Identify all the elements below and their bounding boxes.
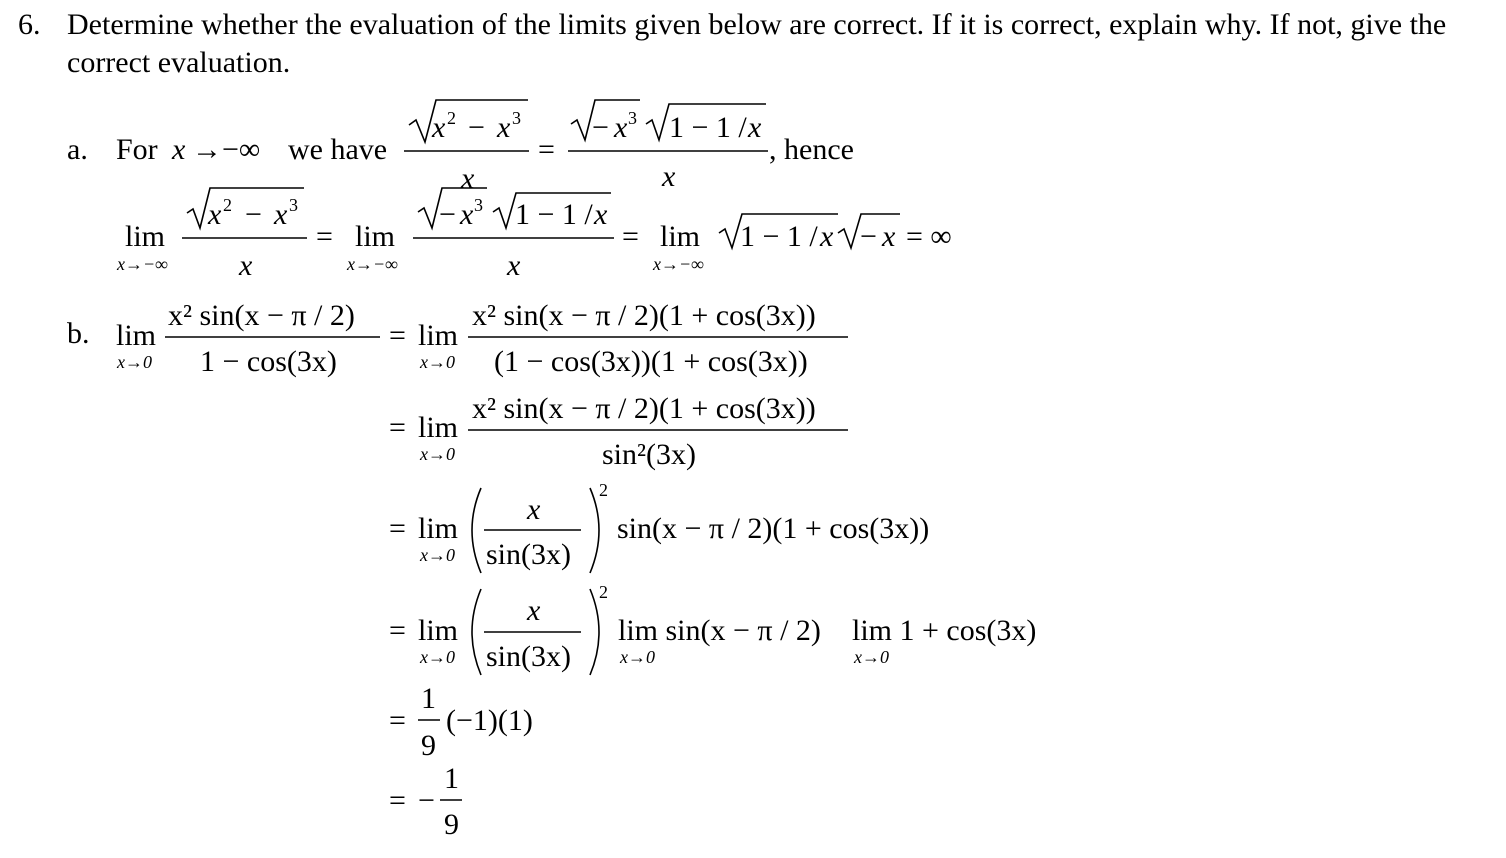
left-paren <box>472 589 481 675</box>
step6-frac-numerator: 1 <box>444 762 459 795</box>
lim-operator: lim <box>418 512 459 545</box>
step3-frac-denominator: sin(3x) <box>486 538 571 571</box>
step4-power: 2 <box>599 582 608 602</box>
svg-text:3: 3 <box>289 195 298 215</box>
problem-text: Determine whether the evaluation of the limits given below are correct. If it is correct, explain why. If not, give the correct evaluation. <box>67 8 1447 79</box>
step5-frac-denominator: 9 <box>421 729 436 762</box>
svg-text:x: x <box>820 220 834 253</box>
svg-text:x: x <box>662 160 676 193</box>
part-a <box>67 100 952 282</box>
lim-subscript: x→0 <box>420 352 455 372</box>
step1-denominator: (1 − cos(3x))(1 + cos(3x)) <box>494 345 808 378</box>
left-paren <box>472 488 481 573</box>
step6-frac-denominator: 9 <box>444 808 459 841</box>
lhs-denominator: 1 − cos(3x) <box>200 345 337 378</box>
step3-tail: sin(x − π / 2)(1 + cos(3x)) <box>617 512 930 545</box>
lim-operator: lim <box>418 411 459 444</box>
step3-frac-numerator: x <box>527 493 541 526</box>
part-a-label: a. <box>67 133 88 166</box>
svg-text:x: x <box>432 111 446 144</box>
svg-text:x: x <box>208 198 222 231</box>
svg-text:x: x <box>497 111 511 144</box>
svg-text:−: − <box>468 111 485 144</box>
svg-text:x: x <box>274 198 288 231</box>
part-a-result: = ∞ <box>906 220 952 253</box>
step4-tail-a: lim sin(x − π / 2) <box>618 614 821 647</box>
svg-text:=: = <box>389 411 406 444</box>
svg-text:−: − <box>245 198 262 231</box>
svg-text:=: = <box>389 512 406 545</box>
step2-numerator: x² sin(x − π / 2)(1 + cos(3x)) <box>472 392 816 425</box>
lim-subscript: x→−∞ <box>653 254 704 274</box>
svg-text:2: 2 <box>223 195 232 215</box>
lim-operator: lim <box>116 319 157 352</box>
svg-text:=: = <box>389 784 406 817</box>
lim-subscript: x→0 <box>620 647 655 667</box>
step2-denominator: sin²(3x) <box>602 438 696 471</box>
part-a-fraction-1 <box>404 100 529 195</box>
lim-subscript: x→−∞ <box>347 254 398 274</box>
lim-subscript: x→0 <box>117 352 152 372</box>
svg-text:=: = <box>389 614 406 647</box>
part-a-limit-direction: →−∞ <box>192 133 261 166</box>
lim-operator: lim <box>355 220 396 253</box>
svg-text:1 − 1 /: 1 − 1 / <box>669 111 747 144</box>
svg-text:−: − <box>439 198 456 231</box>
part-a-hence: , hence <box>769 133 854 166</box>
svg-text:x: x <box>507 249 521 282</box>
step4-tail-b: lim 1 + cos(3x) <box>852 614 1037 647</box>
lim-subscript: x→0 <box>420 647 455 667</box>
part-a-fraction-2 <box>568 100 768 193</box>
svg-text:3: 3 <box>474 195 483 215</box>
svg-text:2: 2 <box>447 108 456 128</box>
right-paren <box>590 589 599 675</box>
svg-text:x: x <box>594 198 608 231</box>
svg-text:3: 3 <box>512 108 521 128</box>
svg-text:−: − <box>860 220 877 253</box>
part-b-label: b. <box>67 317 90 350</box>
part-b <box>67 299 1036 841</box>
svg-text:=: = <box>316 220 333 253</box>
lim-operator: lim <box>418 614 459 647</box>
svg-text:x: x <box>614 111 628 144</box>
lim-operator: lim <box>125 220 166 253</box>
part-a-limit-line <box>116 188 952 282</box>
step5-frac-numerator: 1 <box>421 682 436 715</box>
svg-text:−: − <box>592 111 609 144</box>
part-a-variable: x <box>172 133 186 166</box>
part-a-for-word: For <box>116 133 158 166</box>
lim-subscript: x→0 <box>420 545 455 565</box>
lim-operator: lim <box>418 319 459 352</box>
svg-text:=: = <box>538 133 555 166</box>
lhs-numerator: x² sin(x − π / 2) <box>168 299 355 332</box>
step4-frac-denominator: sin(3x) <box>486 640 571 673</box>
lim-subscript: x→0 <box>420 444 455 464</box>
right-paren <box>590 488 599 573</box>
svg-text:x: x <box>748 111 762 144</box>
step1-numerator: x² sin(x − π / 2)(1 + cos(3x)) <box>472 299 816 332</box>
svg-text:1 − 1 /: 1 − 1 / <box>740 220 818 253</box>
svg-text:=: = <box>389 319 406 352</box>
svg-text:=: = <box>389 704 406 737</box>
svg-text:=: = <box>622 220 639 253</box>
svg-text:1 − 1 /: 1 − 1 / <box>515 198 593 231</box>
step3-power: 2 <box>599 480 608 500</box>
problem-number: 6. <box>18 8 41 41</box>
lim-subscript: x→0 <box>854 647 889 667</box>
svg-text:3: 3 <box>628 108 637 128</box>
step4-frac-numerator: x <box>527 594 541 627</box>
part-a-we-have: we have <box>288 133 388 166</box>
lim-operator: lim <box>660 220 701 253</box>
lim-subscript: x→−∞ <box>117 254 168 274</box>
svg-text:x: x <box>460 198 474 231</box>
svg-text:x: x <box>882 220 896 253</box>
svg-text:x: x <box>239 249 253 282</box>
step6-sign: − <box>418 784 435 817</box>
step5-tail: (−1)(1) <box>446 704 533 737</box>
svg-text:x: x <box>461 162 475 195</box>
